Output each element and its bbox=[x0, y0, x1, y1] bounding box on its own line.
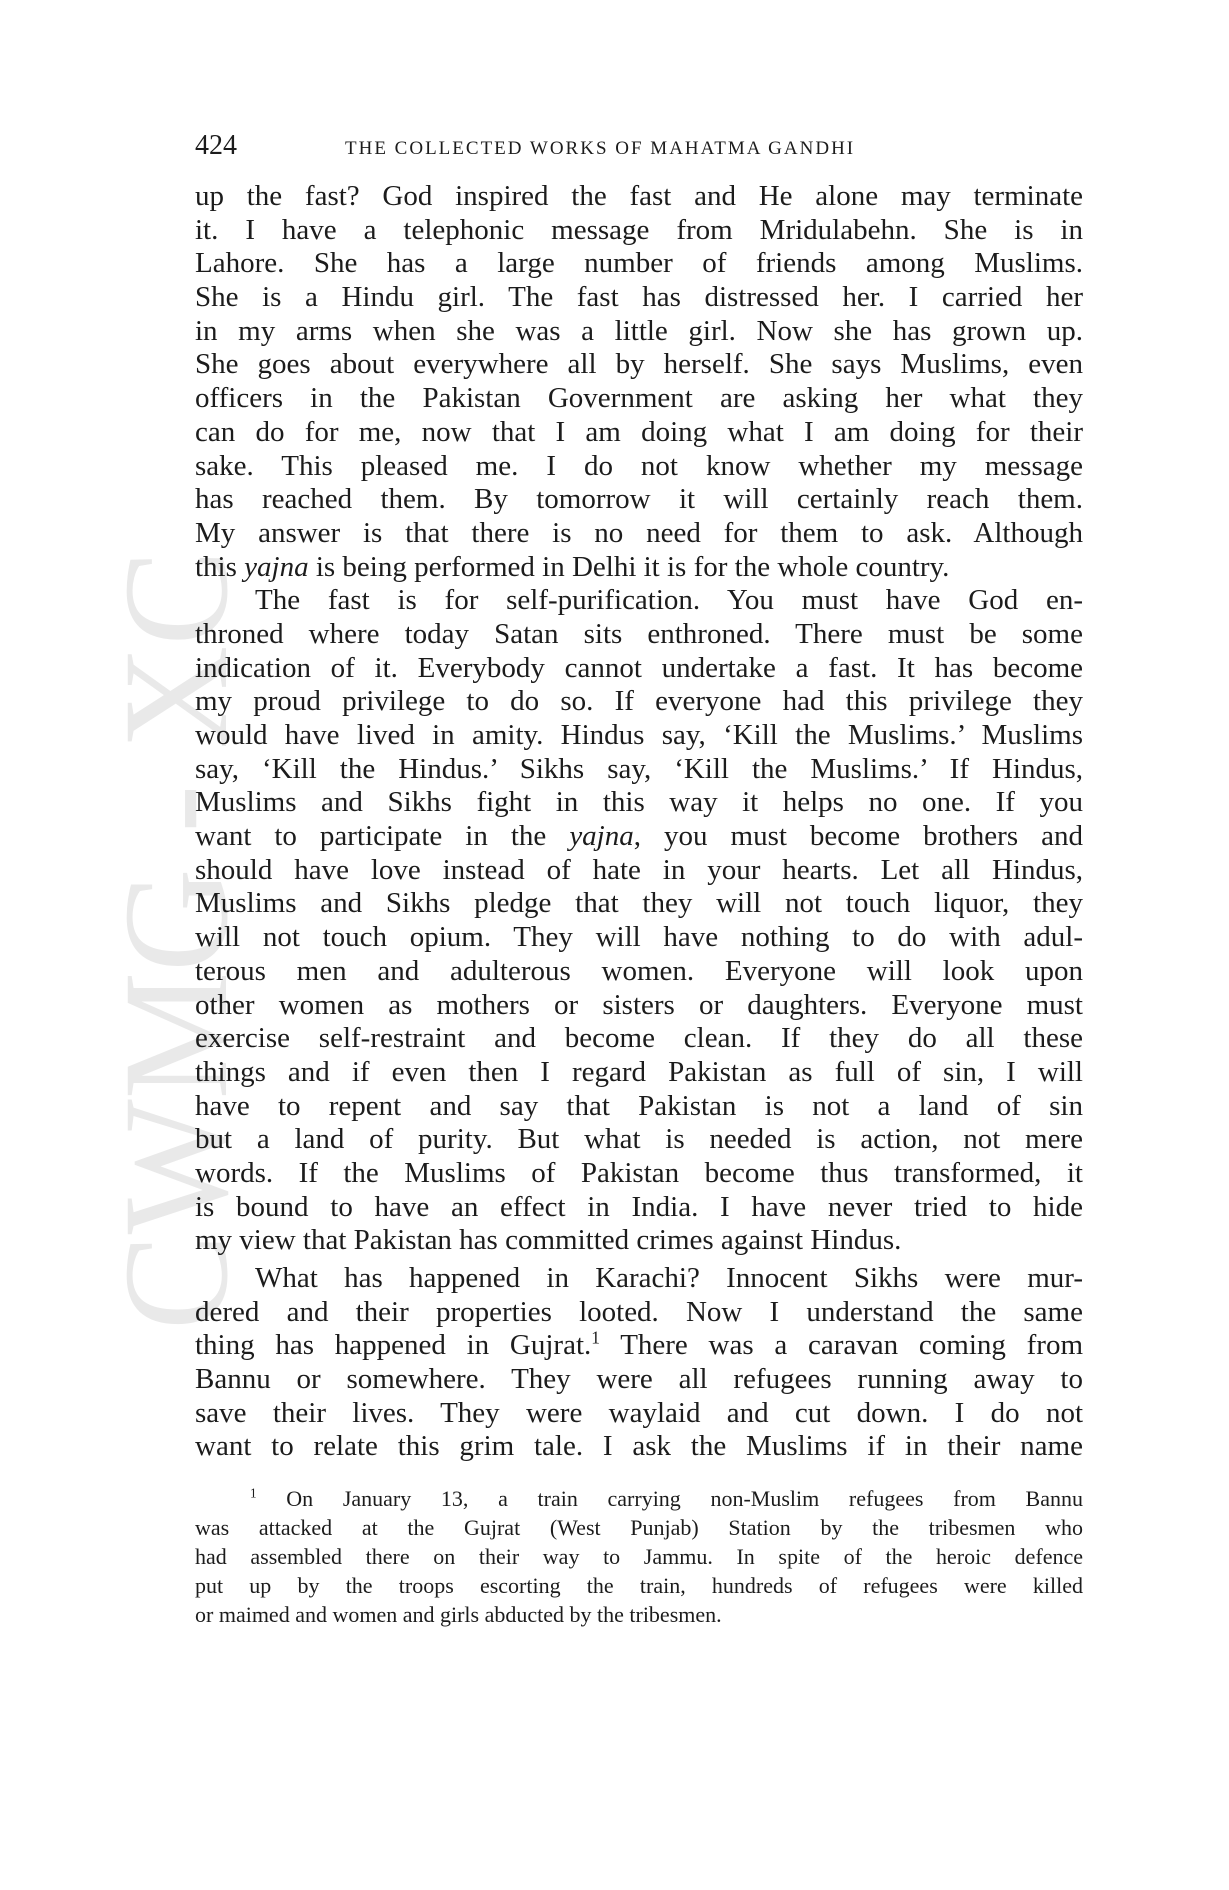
text-line: exercise self-restraint and become clean. If they do all these bbox=[195, 1022, 1083, 1055]
text-line: indication of it. Everybody cannot undertake a fast. It has become bbox=[195, 651, 1083, 684]
text-line: throned where today Satan sits enthroned. There must be some bbox=[195, 617, 1083, 650]
text-line: want to relate this grim tale. I ask the Muslims if in their name bbox=[195, 1430, 1083, 1463]
text-line: should have love instead of hate in your hearts. Let all Hindus, bbox=[195, 853, 1083, 886]
footnote-line: put up by the troops escorting the train, hundreds of refugees were killed bbox=[195, 1573, 1083, 1598]
text-segment: , you must become brothers and bbox=[633, 820, 1083, 853]
italic-term: yajna bbox=[244, 550, 309, 583]
text-line: is bound to have an effect in India. I have never tried to hide bbox=[195, 1190, 1083, 1223]
footnote-line: had assembled there on their way to Jammu. In spite of the heroic defence bbox=[195, 1544, 1083, 1569]
text-line: my view that Pakistan has committed crimes against Hindus. bbox=[195, 1224, 902, 1257]
text-line: will not touch opium. They will have nothing to do with adul- bbox=[195, 921, 1083, 954]
text-line: Muslims and Sikhs fight in this way it helps no one. If you bbox=[195, 786, 1083, 819]
text-segment: There was a caravan coming from bbox=[599, 1329, 1083, 1362]
text-line bbox=[195, 1329, 1083, 1363]
running-head: THE COLLECTED WORKS OF MAHATMA GANDHI bbox=[345, 138, 856, 159]
text-line: other women as mothers or sisters or daughters. Everyone must bbox=[195, 988, 1083, 1021]
text-line: save their lives. They were waylaid and cut down. I do not bbox=[195, 1396, 1083, 1429]
text-line: my proud privilege to do so. If everyone had this privilege they bbox=[195, 685, 1083, 718]
text-line: things and if even then I regard Pakistan as full of sin, I will bbox=[195, 1055, 1083, 1088]
text-line: officers in the Pakistan Government are asking her what they bbox=[195, 382, 1083, 415]
text-line: She is a Hindu girl. The fast has distressed her. I carried her bbox=[195, 281, 1083, 314]
text-line: words. If the Muslims of Pakistan become thus transformed, it bbox=[195, 1156, 1083, 1189]
text-line: up the fast? God inspired the fast and He alone may terminate bbox=[195, 180, 1083, 212]
body-text bbox=[195, 180, 1083, 1464]
text-line: but a land of purity. But what is needed is action, not mere bbox=[195, 1123, 1083, 1156]
text-segment: this bbox=[195, 550, 245, 583]
text-line: terous men and adulterous women. Everyone will look upon bbox=[195, 954, 1083, 987]
text-line: dered and their properties looted. Now I understand the same bbox=[195, 1295, 1083, 1328]
text-segment: is being performed in Delhi it is for the whole country. bbox=[308, 550, 950, 583]
text-line bbox=[195, 820, 1083, 854]
text-line: Lahore. She has a large number of friends among Muslims. bbox=[195, 247, 1083, 280]
text-line: She goes about everywhere all by herself. She says Muslims, even bbox=[195, 348, 1083, 381]
footnote-reference: 1 bbox=[591, 1327, 600, 1348]
footnote bbox=[195, 1484, 1083, 1629]
text-line: What has happened in Karachi? Innocent Sikhs were mur- bbox=[255, 1262, 1083, 1294]
text-line: The fast is for self-purification. You must have God en- bbox=[255, 584, 1083, 617]
footnote-marker: 1 bbox=[250, 1485, 257, 1501]
footnote-line: was attacked at the Gujrat (West Punjab) Station by the tribesmen who bbox=[195, 1515, 1083, 1540]
text-line: can do for me, now that I am doing what I am doing for their bbox=[195, 415, 1083, 448]
text-line: would have lived in amity. Hindus say, ‘Kill the Muslims.’ Muslims bbox=[195, 719, 1083, 751]
text-line bbox=[195, 551, 1083, 585]
text-line: sake. This pleased me. I do not know whether my message bbox=[195, 449, 1083, 482]
text-line: My answer is that there is no need for them to ask. Although bbox=[195, 516, 1083, 549]
text-segment: want to participate in the bbox=[195, 820, 570, 853]
text-line: it. I have a telephonic message from Mridulabehn. She is in bbox=[195, 213, 1083, 246]
watermark-text: CWMG X bbox=[118, 613, 258, 1330]
footnote-text: On January 13, a train carrying non-Muslim refugees from Bannu bbox=[286, 1486, 1083, 1511]
text-line: Bannu or somewhere. They were all refugees running away to bbox=[195, 1363, 1083, 1396]
text-line: has reached them. By tomorrow it will certainly reach them. bbox=[195, 483, 1083, 516]
text-line: in my arms when she was a little girl. Now she has grown up. bbox=[195, 314, 1083, 347]
text-segment: thing has happened in Gujrat. bbox=[195, 1329, 592, 1362]
italic-term: yajna bbox=[569, 820, 634, 853]
footnote-line bbox=[195, 1484, 1083, 1513]
page-number: 424 bbox=[195, 130, 237, 161]
text-line: have to repent and say that Pakistan is not a land of sin bbox=[195, 1089, 1083, 1122]
page-header bbox=[195, 130, 1083, 170]
footnote-line: or maimed and women and girls abducted by the tribesmen. bbox=[195, 1602, 722, 1627]
text-line: say, ‘Kill the Hindus.’ Sikhs say, ‘Kill the Muslims.’ If Hindus, bbox=[195, 752, 1083, 785]
text-line: Muslims and Sikhs pledge that they will not touch liquor, they bbox=[195, 887, 1083, 920]
